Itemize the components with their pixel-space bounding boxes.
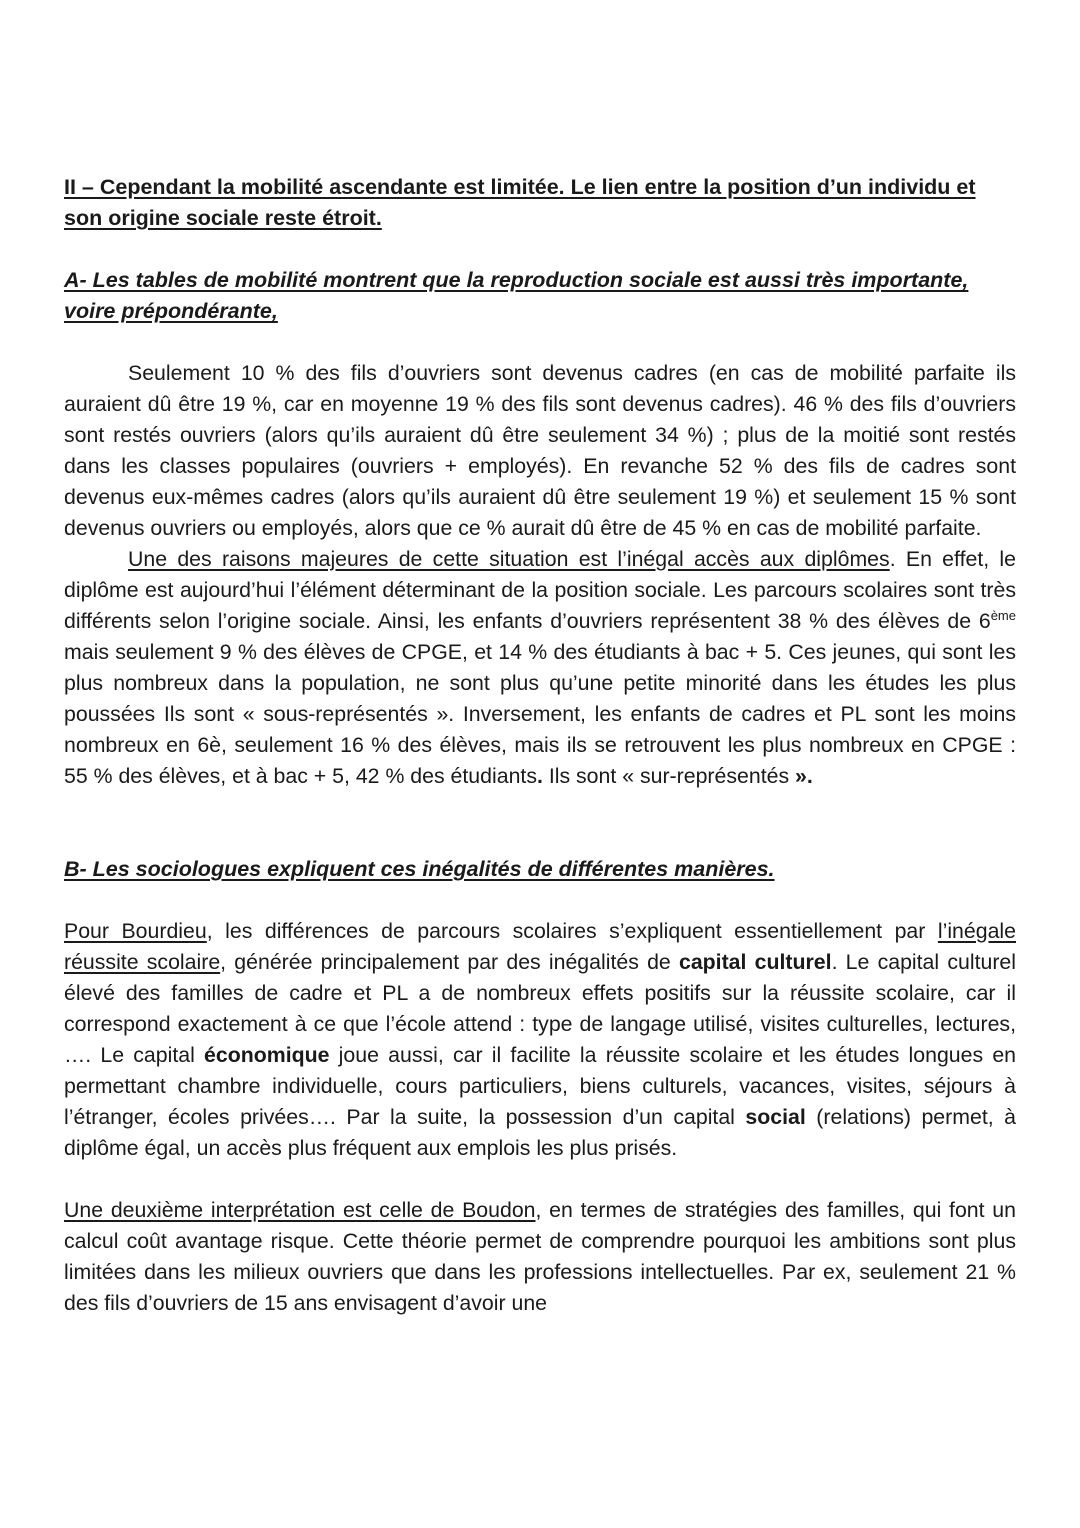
text-run: . Le capital culturel élevé des familles de cadre et PL a de nombreux effets positifs sur la réussite scolaire, car il correspond exactement à ce que l’école attend : type de langage utilisé, visites culturelles, lectures, …. Le capital bbox=[64, 950, 1016, 1067]
bold-run: ». bbox=[795, 764, 813, 788]
subsection-b-title: B- Les sociologues expliquent ces inégalités de différentes manières. bbox=[64, 857, 775, 881]
paragraph-diplomas bbox=[64, 544, 1016, 792]
bold-term: capital culturel bbox=[678, 950, 832, 974]
underlined-phrase: Pour Bourdieu bbox=[64, 919, 207, 943]
text-run: (relations) permet, à diplôme égal, un accès plus fréquent aux emplois les plus prisés. bbox=[64, 1105, 1016, 1160]
paragraph-mobility-tables: Seulement 10 % des fils d’ouvriers sont devenus cadres (en cas de mobilité parfaite ils auraient dû être 19 %, car en moyenne 19 % des fils sont devenus cadres). 46 % des fils d’ouvriers sont restés ouvriers (alors qu’ils auraient dû être seulement 34 %) ; plus de la moitié sont restés dans les classes populaires (ouvriers + employés). En revanche 52 % des fils de cadres sont devenus eux-mêmes cadres (alors qu’ils auraient dû être seulement 19 %) et seulement 15 % sont devenus ouvriers ou employés, alors que ce % aurait dû être de 45 % en cas de mobilité parfaite. bbox=[64, 361, 1016, 540]
text-run: . En effet, le diplôme est aujourd’hui l’élément déterminant de la position sociale. Les parcours scolaires sont très différents selon l’origine sociale. Ainsi, les enfants d’ouvriers représentent 38 % des élèves de 6 bbox=[64, 547, 1017, 633]
bold-run: . bbox=[536, 764, 543, 788]
text-run: mais seulement 9 % des élèves de CPGE, et 14 % des étudiants à bac + 5. Ces jeunes, qui sont les plus nombreux dans la population, ne sont plus qu’une petite minorité dans les études les plus poussées Ils sont « sous-représentés ». Inversement, les enfants de cadres et PL sont les moins nombreux en 6è, seulement 16 % des élèves, mais ils se retrouvent les plus nombreux en CPGE : 55 % des élèves, et à bac + 5, 42 % des étudiants bbox=[64, 640, 1016, 788]
text-run: joue aussi, car il facilite la réussite scolaire et les études longues en permettant chambre individuelle, cours particuliers, biens culturels, vacances, visites, séjours à l’étranger, écoles privées…. Par la suite, la possession d’un capital bbox=[64, 1043, 1017, 1129]
text-run: , en termes de stratégies des familles, qui font un calcul coût avantage risque. Cette théorie permet de comprendre pourquoi les ambitions sont plus limitées dans les milieux ouvriers que dans les professions intellectuelles. Par ex, seulement 21 % des fils d’ouvriers de 15 ans envisagent d’avoir une bbox=[64, 1198, 1016, 1315]
subsection-b-wrapper bbox=[64, 854, 1016, 885]
text-run: Ils sont « sur-représentés bbox=[542, 764, 796, 788]
superscript: ème bbox=[990, 607, 1016, 623]
text-run: , les différences de parcours scolaires s’expliquent essentiellement par bbox=[206, 919, 938, 943]
underlined-phrase: l’inégale réussite scolaire bbox=[64, 919, 1017, 974]
paragraph-bourdieu bbox=[64, 916, 1016, 1164]
paragraph-boudon bbox=[64, 1195, 1016, 1319]
bold-term: social bbox=[745, 1105, 806, 1129]
section-title: II – Cependant la mobilité ascendante est limitée. Le lien entre la position d’un individu et son origine sociale reste étroit. bbox=[64, 175, 976, 230]
document-page bbox=[64, 172, 1016, 1319]
text-run: , générée principalement par des inégalités de bbox=[220, 950, 679, 974]
subsection-a-title: A- Les tables de mobilité montrent que la reproduction sociale est aussi très importante, voire prépondérante, bbox=[64, 268, 969, 323]
bold-term: économique bbox=[204, 1043, 330, 1067]
underlined-phrase: Une deuxième interprétation est celle de Boudon bbox=[64, 1198, 536, 1222]
underlined-phrase: Une des raisons majeures de cette situation est l’inégal accès aux diplômes bbox=[128, 547, 890, 571]
